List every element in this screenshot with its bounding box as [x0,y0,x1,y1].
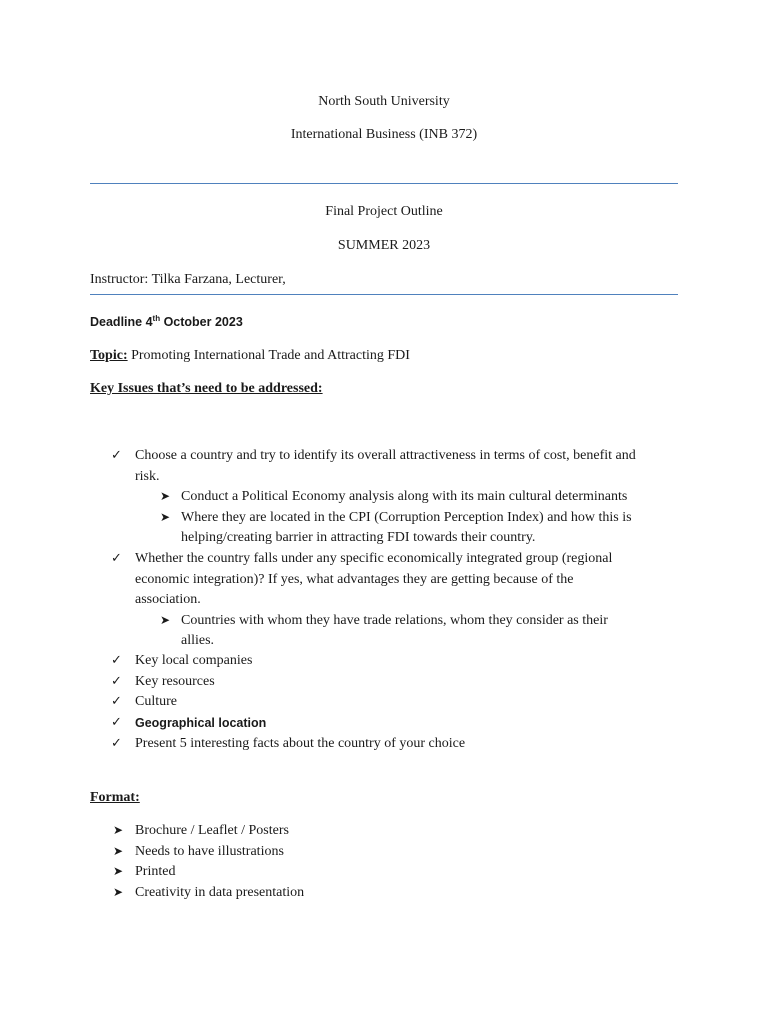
deadline-prefix: Deadline 4 [90,315,153,329]
subbullet-cpi-line2: helping/creating barrier in attracting FDI towards their country. [181,530,536,545]
header-divider [90,183,678,184]
format-item: Creativity in data presentation [135,885,305,900]
project-title: Final Project Outline [325,204,443,219]
check-mark-icon: ✓ [111,551,122,566]
arrowhead-bullet-icon: ➤ [113,885,124,899]
subbullet-political-economy: Conduct a Political Economy analysis along with its main cultural determinants [181,489,628,504]
check-mark-icon: ✓ [111,448,122,463]
term-label: SUMMER 2023 [337,238,431,253]
bullet-culture: Culture [135,694,177,709]
format-item: Printed [135,864,176,879]
topic-label: Topic: [90,348,128,363]
deadline [90,315,243,329]
deadline-ordinal: th [152,313,161,323]
arrowhead-bullet-icon: ➤ [113,823,124,837]
arrowhead-bullet-icon: ➤ [113,844,124,858]
topic-line [90,348,410,364]
bullet-integration-line1: Whether the country falls under any specific economically integrated group (regional [135,551,613,566]
deadline-suffix: October 2023 [160,315,243,329]
university-name: North South University [318,94,450,109]
bullet-interesting-facts: Present 5 interesting facts about the country of your choice [135,736,466,751]
subbullet-trade-relations-line1: Countries with whom they have trade relations, whom they consider as their [181,613,608,628]
instructor-line: Instructor: Tilka Farzana, Lecturer, [90,272,286,287]
bullet-integration-line2: economic integration)? If yes, what advantages they are getting because of the [135,572,574,587]
format-heading: Format: [90,790,140,805]
check-mark-icon: ✓ [111,674,122,689]
arrowhead-bullet-icon: ➤ [160,489,171,503]
subbullet-cpi-line1: Where they are located in the CPI (Corruption Perception Index) and how this is [181,510,632,525]
arrowhead-bullet-icon: ➤ [160,510,171,524]
arrowhead-bullet-icon: ➤ [160,613,171,627]
bullet-country-attractiveness-line1: Choose a country and try to identify its overall attractiveness in terms of cost, benefit and [135,448,636,463]
bullet-integration-line3: association. [135,592,201,607]
format-item: Brochure / Leaflet / Posters [135,823,289,838]
check-mark-icon: ✓ [111,653,122,668]
bullet-country-attractiveness-line2: risk. [135,469,160,484]
arrowhead-bullet-icon: ➤ [113,864,124,878]
key-issues-heading: Key Issues that’s need to be addressed: [90,381,323,396]
subbullet-trade-relations-line2: allies. [181,633,215,648]
check-mark-icon: ✓ [111,694,122,709]
topic-text: Promoting International Trade and Attracting FDI [127,348,410,363]
bullet-key-resources: Key resources [135,674,215,689]
bullet-key-companies: Key local companies [135,653,253,668]
check-mark-icon: ✓ [111,736,122,751]
format-item: Needs to have illustrations [135,844,284,859]
bullet-geographical-location: Geographical location [135,716,267,730]
instructor-divider [90,294,678,295]
check-mark-icon: ✓ [111,715,122,730]
course-title: International Business (INB 372) [290,127,478,142]
